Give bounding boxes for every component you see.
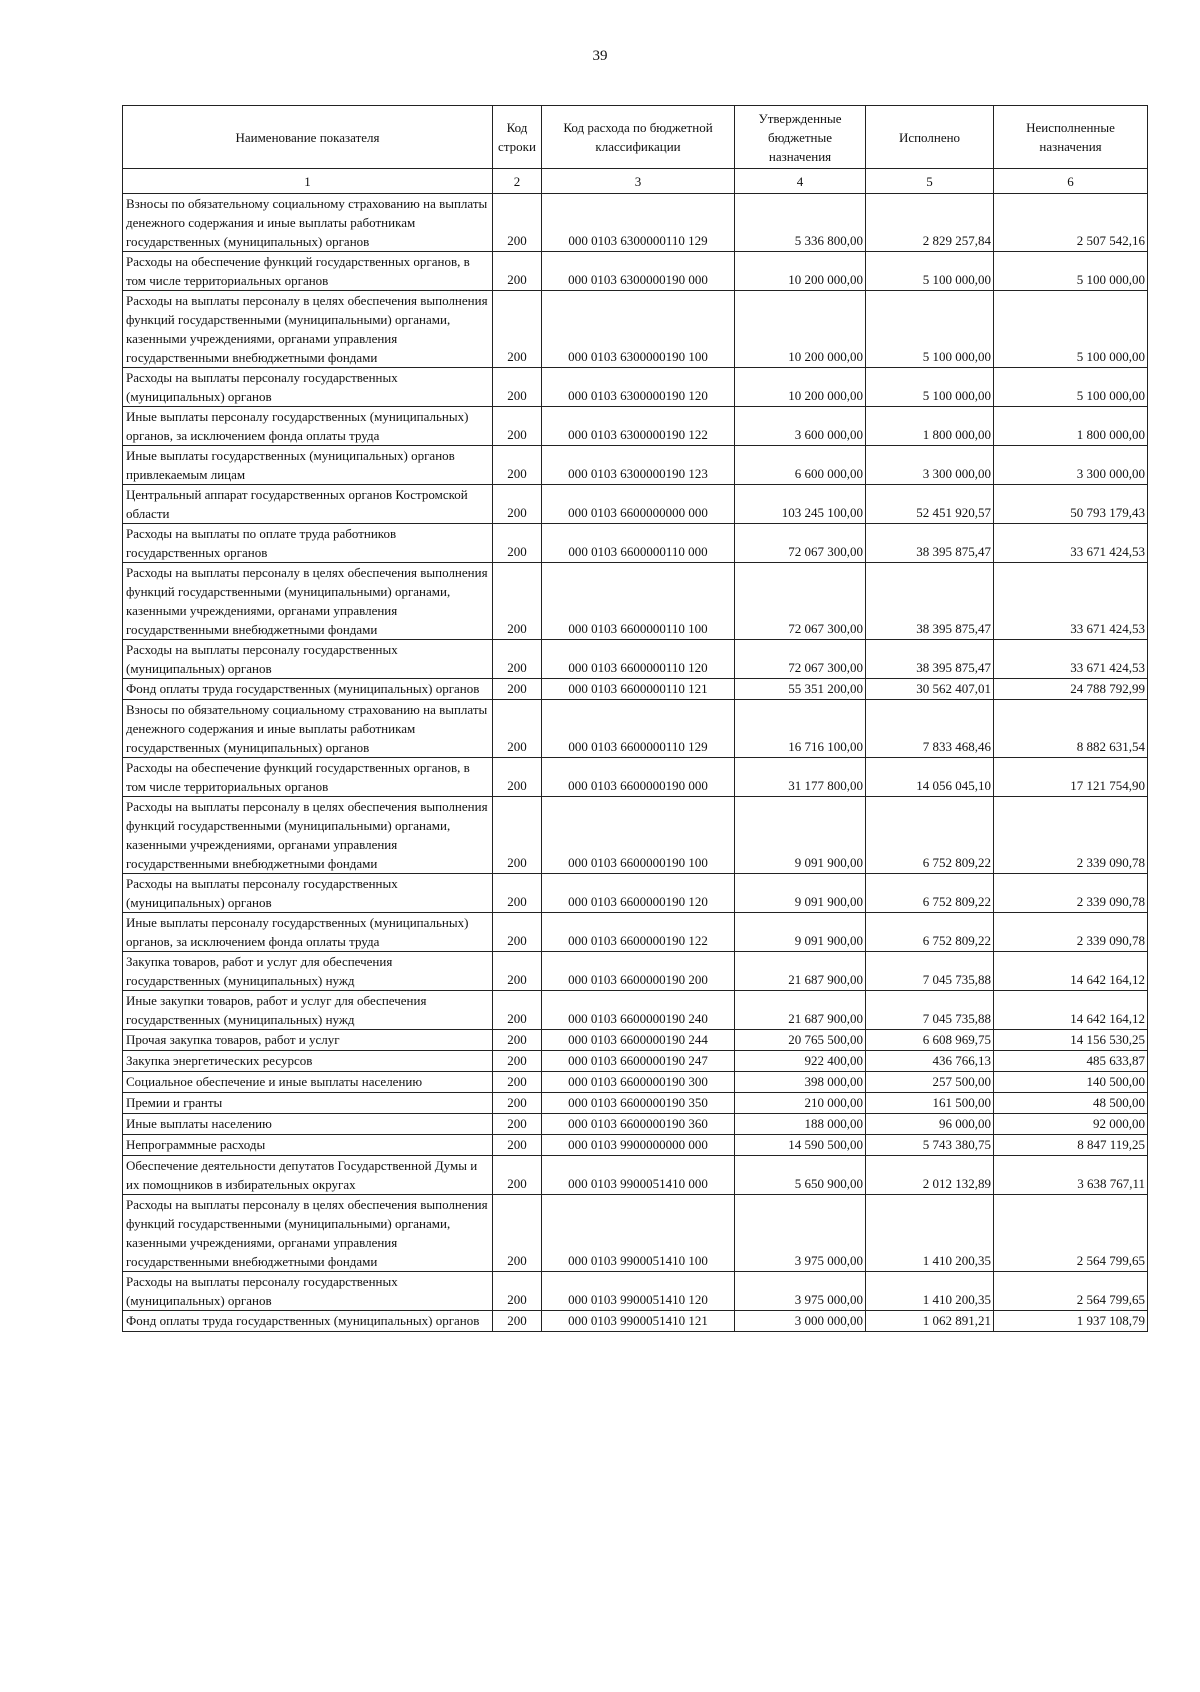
row-approved-amount: 10 200 000,00 [735, 252, 866, 291]
row-name: Расходы на выплаты персоналу в целях обеспечения выполнения функций государственными (муниципальными) органами, казенными учреждениями, органами управления государственными внебюджетными фондами [123, 1195, 493, 1272]
row-name: Расходы на выплаты персоналу государственных (муниципальных) органов [123, 874, 493, 913]
row-line-code: 200 [493, 446, 542, 485]
row-executed-amount: 436 766,13 [866, 1051, 994, 1072]
row-name: Взносы по обязательному социальному страхованию на выплаты денежного содержания и иные выплаты работникам государственных (муниципальных) органов [123, 194, 493, 252]
table-row [123, 524, 1148, 563]
row-unexecuted-amount: 2 339 090,78 [994, 913, 1148, 952]
column-number-row [123, 169, 1148, 194]
row-line-code: 200 [493, 758, 542, 797]
row-line-code: 200 [493, 1135, 542, 1156]
table-row [123, 1093, 1148, 1114]
row-classification-code: 000 0103 6300000190 000 [542, 252, 735, 291]
table-body [123, 194, 1148, 1332]
row-executed-amount: 5 100 000,00 [866, 368, 994, 407]
row-approved-amount: 72 067 300,00 [735, 640, 866, 679]
table-row [123, 485, 1148, 524]
row-unexecuted-amount: 2 564 799,65 [994, 1195, 1148, 1272]
row-approved-amount: 72 067 300,00 [735, 524, 866, 563]
row-unexecuted-amount: 3 300 000,00 [994, 446, 1148, 485]
row-executed-amount: 38 395 875,47 [866, 640, 994, 679]
row-classification-code: 000 0103 6600000110 120 [542, 640, 735, 679]
row-unexecuted-amount: 92 000,00 [994, 1114, 1148, 1135]
table-row [123, 1272, 1148, 1311]
table-row [123, 991, 1148, 1030]
row-line-code: 200 [493, 485, 542, 524]
row-line-code: 200 [493, 1272, 542, 1311]
row-name: Иные выплаты персоналу государственных (муниципальных) органов, за исключением фонда оплаты труда [123, 407, 493, 446]
table-row [123, 252, 1148, 291]
row-line-code: 200 [493, 1311, 542, 1332]
row-unexecuted-amount: 33 671 424,53 [994, 640, 1148, 679]
row-name: Иные закупки товаров, работ и услуг для обеспечения государственных (муниципальных) нужд [123, 991, 493, 1030]
row-name: Социальное обеспечение и иные выплаты населению [123, 1072, 493, 1093]
row-classification-code: 000 0103 6600000190 240 [542, 991, 735, 1030]
row-classification-code: 000 0103 6600000110 129 [542, 700, 735, 758]
row-approved-amount: 5 336 800,00 [735, 194, 866, 252]
column-number: 4 [735, 169, 866, 194]
column-number: 5 [866, 169, 994, 194]
row-unexecuted-amount: 5 100 000,00 [994, 368, 1148, 407]
row-line-code: 200 [493, 952, 542, 991]
row-executed-amount: 2 829 257,84 [866, 194, 994, 252]
table-row [123, 913, 1148, 952]
row-approved-amount: 72 067 300,00 [735, 563, 866, 640]
row-unexecuted-amount: 33 671 424,53 [994, 524, 1148, 563]
row-executed-amount: 6 752 809,22 [866, 913, 994, 952]
row-name: Непрограммные расходы [123, 1135, 493, 1156]
row-line-code: 200 [493, 679, 542, 700]
row-unexecuted-amount: 485 633,87 [994, 1051, 1148, 1072]
row-approved-amount: 21 687 900,00 [735, 952, 866, 991]
row-executed-amount: 38 395 875,47 [866, 563, 994, 640]
row-name: Взносы по обязательному социальному страхованию на выплаты денежного содержания и иные выплаты работникам государственных (муниципальных) органов [123, 700, 493, 758]
row-name: Центральный аппарат государственных органов Костромской области [123, 485, 493, 524]
row-name: Расходы на выплаты персоналу государственных (муниципальных) органов [123, 1272, 493, 1311]
row-approved-amount: 188 000,00 [735, 1114, 866, 1135]
table-row [123, 368, 1148, 407]
row-unexecuted-amount: 50 793 179,43 [994, 485, 1148, 524]
row-line-code: 200 [493, 1030, 542, 1051]
row-line-code: 200 [493, 991, 542, 1030]
row-name: Фонд оплаты труда государственных (муниципальных) органов [123, 679, 493, 700]
row-approved-amount: 3 000 000,00 [735, 1311, 866, 1332]
row-classification-code: 000 0103 6600000000 000 [542, 485, 735, 524]
row-classification-code: 000 0103 6600000190 300 [542, 1072, 735, 1093]
row-name: Закупка энергетических ресурсов [123, 1051, 493, 1072]
row-executed-amount: 1 800 000,00 [866, 407, 994, 446]
row-approved-amount: 5 650 900,00 [735, 1156, 866, 1195]
header-line-code: Код строки [493, 106, 542, 169]
row-classification-code: 000 0103 9900051410 000 [542, 1156, 735, 1195]
row-approved-amount: 16 716 100,00 [735, 700, 866, 758]
row-unexecuted-amount: 2 564 799,65 [994, 1272, 1148, 1311]
row-name: Расходы на обеспечение функций государственных органов, в том числе территориальных органов [123, 252, 493, 291]
row-line-code: 200 [493, 194, 542, 252]
header-unexecuted: Неисполненные назначения [994, 106, 1148, 169]
row-unexecuted-amount: 1 800 000,00 [994, 407, 1148, 446]
row-name: Прочая закупка товаров, работ и услуг [123, 1030, 493, 1051]
row-classification-code: 000 0103 9900051410 100 [542, 1195, 735, 1272]
table-row [123, 1156, 1148, 1195]
row-line-code: 200 [493, 1156, 542, 1195]
row-unexecuted-amount: 5 100 000,00 [994, 291, 1148, 368]
row-classification-code: 000 0103 6300000110 129 [542, 194, 735, 252]
column-number: 6 [994, 169, 1148, 194]
row-unexecuted-amount: 2 507 542,16 [994, 194, 1148, 252]
row-executed-amount: 161 500,00 [866, 1093, 994, 1114]
row-line-code: 200 [493, 563, 542, 640]
row-unexecuted-amount: 2 339 090,78 [994, 797, 1148, 874]
row-classification-code: 000 0103 6600000190 000 [542, 758, 735, 797]
row-unexecuted-amount: 2 339 090,78 [994, 874, 1148, 913]
row-executed-amount: 1 410 200,35 [866, 1195, 994, 1272]
row-name: Премии и гранты [123, 1093, 493, 1114]
header-classification-code: Код расхода по бюджетной классификации [542, 106, 735, 169]
table-header-row [123, 106, 1148, 169]
row-line-code: 200 [493, 640, 542, 679]
table-row [123, 1030, 1148, 1051]
row-name: Фонд оплаты труда государственных (муниципальных) органов [123, 1311, 493, 1332]
row-executed-amount: 257 500,00 [866, 1072, 994, 1093]
row-classification-code: 000 0103 6600000190 244 [542, 1030, 735, 1051]
page-number: 39 [592, 48, 608, 64]
row-approved-amount: 3 975 000,00 [735, 1272, 866, 1311]
row-unexecuted-amount: 14 642 164,12 [994, 952, 1148, 991]
table-row [123, 679, 1148, 700]
row-name: Расходы на обеспечение функций государственных органов, в том числе территориальных органов [123, 758, 493, 797]
row-classification-code: 000 0103 9900051410 121 [542, 1311, 735, 1332]
row-executed-amount: 6 608 969,75 [866, 1030, 994, 1051]
row-executed-amount: 3 300 000,00 [866, 446, 994, 485]
row-classification-code: 000 0103 6600000190 360 [542, 1114, 735, 1135]
table-row [123, 797, 1148, 874]
row-name: Расходы на выплаты персоналу в целях обеспечения выполнения функций государственными (муниципальными) органами, казенными учреждениями, органами управления государственными внебюджетными фондами [123, 291, 493, 368]
row-approved-amount: 6 600 000,00 [735, 446, 866, 485]
row-executed-amount: 6 752 809,22 [866, 797, 994, 874]
row-executed-amount: 5 100 000,00 [866, 252, 994, 291]
table-row [123, 758, 1148, 797]
row-line-code: 200 [493, 1114, 542, 1135]
row-line-code: 200 [493, 1072, 542, 1093]
row-approved-amount: 14 590 500,00 [735, 1135, 866, 1156]
row-name: Расходы на выплаты персоналу в целях обеспечения выполнения функций государственными (муниципальными) органами, казенными учреждениями, органами управления государственными внебюджетными фондами [123, 563, 493, 640]
row-approved-amount: 9 091 900,00 [735, 874, 866, 913]
row-approved-amount: 103 245 100,00 [735, 485, 866, 524]
row-unexecuted-amount: 17 121 754,90 [994, 758, 1148, 797]
row-name: Расходы на выплаты по оплате труда работников государственных органов [123, 524, 493, 563]
table-row [123, 952, 1148, 991]
row-unexecuted-amount: 140 500,00 [994, 1072, 1148, 1093]
row-unexecuted-amount: 14 156 530,25 [994, 1030, 1148, 1051]
table-row [123, 1051, 1148, 1072]
row-classification-code: 000 0103 6600000190 247 [542, 1051, 735, 1072]
row-approved-amount: 20 765 500,00 [735, 1030, 866, 1051]
row-name: Иные выплаты населению [123, 1114, 493, 1135]
row-classification-code: 000 0103 6300000190 100 [542, 291, 735, 368]
row-line-code: 200 [493, 368, 542, 407]
row-approved-amount: 922 400,00 [735, 1051, 866, 1072]
row-approved-amount: 10 200 000,00 [735, 368, 866, 407]
table-row [123, 1072, 1148, 1093]
row-classification-code: 000 0103 6600000110 100 [542, 563, 735, 640]
row-executed-amount: 2 012 132,89 [866, 1156, 994, 1195]
row-approved-amount: 31 177 800,00 [735, 758, 866, 797]
row-line-code: 200 [493, 1195, 542, 1272]
row-executed-amount: 14 056 045,10 [866, 758, 994, 797]
row-unexecuted-amount: 8 882 631,54 [994, 700, 1148, 758]
row-line-code: 200 [493, 291, 542, 368]
row-name: Иные выплаты государственных (муниципальных) органов привлекаемым лицам [123, 446, 493, 485]
column-number: 3 [542, 169, 735, 194]
row-executed-amount: 7 833 468,46 [866, 700, 994, 758]
row-executed-amount: 6 752 809,22 [866, 874, 994, 913]
row-approved-amount: 210 000,00 [735, 1093, 866, 1114]
table-row [123, 1311, 1148, 1332]
table-row [123, 407, 1148, 446]
row-unexecuted-amount: 33 671 424,53 [994, 563, 1148, 640]
row-classification-code: 000 0103 6600000190 120 [542, 874, 735, 913]
header-approved: Утвержденные бюджетные назначения [735, 106, 866, 169]
row-executed-amount: 5 743 380,75 [866, 1135, 994, 1156]
table-row [123, 700, 1148, 758]
table-row [123, 291, 1148, 368]
row-approved-amount: 21 687 900,00 [735, 991, 866, 1030]
column-number: 2 [493, 169, 542, 194]
row-approved-amount: 9 091 900,00 [735, 913, 866, 952]
row-name: Расходы на выплаты персоналу в целях обеспечения выполнения функций государственными (муниципальными) органами, казенными учреждениями, органами управления государственными внебюджетными фондами [123, 797, 493, 874]
header-indicator-name: Наименование показателя [123, 106, 493, 169]
row-line-code: 200 [493, 407, 542, 446]
row-line-code: 200 [493, 913, 542, 952]
table-row [123, 563, 1148, 640]
row-unexecuted-amount: 3 638 767,11 [994, 1156, 1148, 1195]
row-classification-code: 000 0103 6600000190 350 [542, 1093, 735, 1114]
table-row [123, 1135, 1148, 1156]
row-line-code: 200 [493, 252, 542, 291]
row-executed-amount: 1 410 200,35 [866, 1272, 994, 1311]
row-approved-amount: 3 600 000,00 [735, 407, 866, 446]
row-classification-code: 000 0103 6300000190 120 [542, 368, 735, 407]
row-approved-amount: 9 091 900,00 [735, 797, 866, 874]
row-executed-amount: 38 395 875,47 [866, 524, 994, 563]
header-executed: Исполнено [866, 106, 994, 169]
row-classification-code: 000 0103 6600000190 200 [542, 952, 735, 991]
row-unexecuted-amount: 14 642 164,12 [994, 991, 1148, 1030]
row-unexecuted-amount: 48 500,00 [994, 1093, 1148, 1114]
row-approved-amount: 10 200 000,00 [735, 291, 866, 368]
row-classification-code: 000 0103 6300000190 122 [542, 407, 735, 446]
row-line-code: 200 [493, 700, 542, 758]
row-classification-code: 000 0103 6600000110 000 [542, 524, 735, 563]
row-unexecuted-amount: 24 788 792,99 [994, 679, 1148, 700]
row-approved-amount: 398 000,00 [735, 1072, 866, 1093]
row-line-code: 200 [493, 524, 542, 563]
row-executed-amount: 96 000,00 [866, 1114, 994, 1135]
row-classification-code: 000 0103 6600000110 121 [542, 679, 735, 700]
row-classification-code: 000 0103 6600000190 100 [542, 797, 735, 874]
row-name: Расходы на выплаты персоналу государственных (муниципальных) органов [123, 368, 493, 407]
row-approved-amount: 55 351 200,00 [735, 679, 866, 700]
table-row [123, 446, 1148, 485]
table-row [123, 640, 1148, 679]
row-approved-amount: 3 975 000,00 [735, 1195, 866, 1272]
row-name: Закупка товаров, работ и услуг для обеспечения государственных (муниципальных) нужд [123, 952, 493, 991]
table-row [123, 194, 1148, 252]
row-classification-code: 000 0103 6600000190 122 [542, 913, 735, 952]
row-executed-amount: 1 062 891,21 [866, 1311, 994, 1332]
row-classification-code: 000 0103 9900051410 120 [542, 1272, 735, 1311]
row-line-code: 200 [493, 797, 542, 874]
row-classification-code: 000 0103 9900000000 000 [542, 1135, 735, 1156]
row-unexecuted-amount: 1 937 108,79 [994, 1311, 1148, 1332]
row-classification-code: 000 0103 6300000190 123 [542, 446, 735, 485]
row-executed-amount: 52 451 920,57 [866, 485, 994, 524]
row-executed-amount: 30 562 407,01 [866, 679, 994, 700]
table-row [123, 874, 1148, 913]
table-row [123, 1114, 1148, 1135]
row-name: Расходы на выплаты персоналу государственных (муниципальных) органов [123, 640, 493, 679]
row-line-code: 200 [493, 874, 542, 913]
row-line-code: 200 [493, 1093, 542, 1114]
row-executed-amount: 7 045 735,88 [866, 991, 994, 1030]
row-unexecuted-amount: 5 100 000,00 [994, 252, 1148, 291]
row-unexecuted-amount: 8 847 119,25 [994, 1135, 1148, 1156]
column-number: 1 [123, 169, 493, 194]
table-row [123, 1195, 1148, 1272]
row-name: Обеспечение деятельности депутатов Государственной Думы и их помощников в избирательных округах [123, 1156, 493, 1195]
budget-execution-table [122, 105, 1148, 1332]
row-name: Иные выплаты персоналу государственных (муниципальных) органов, за исключением фонда оплаты труда [123, 913, 493, 952]
row-line-code: 200 [493, 1051, 542, 1072]
row-executed-amount: 5 100 000,00 [866, 291, 994, 368]
row-executed-amount: 7 045 735,88 [866, 952, 994, 991]
